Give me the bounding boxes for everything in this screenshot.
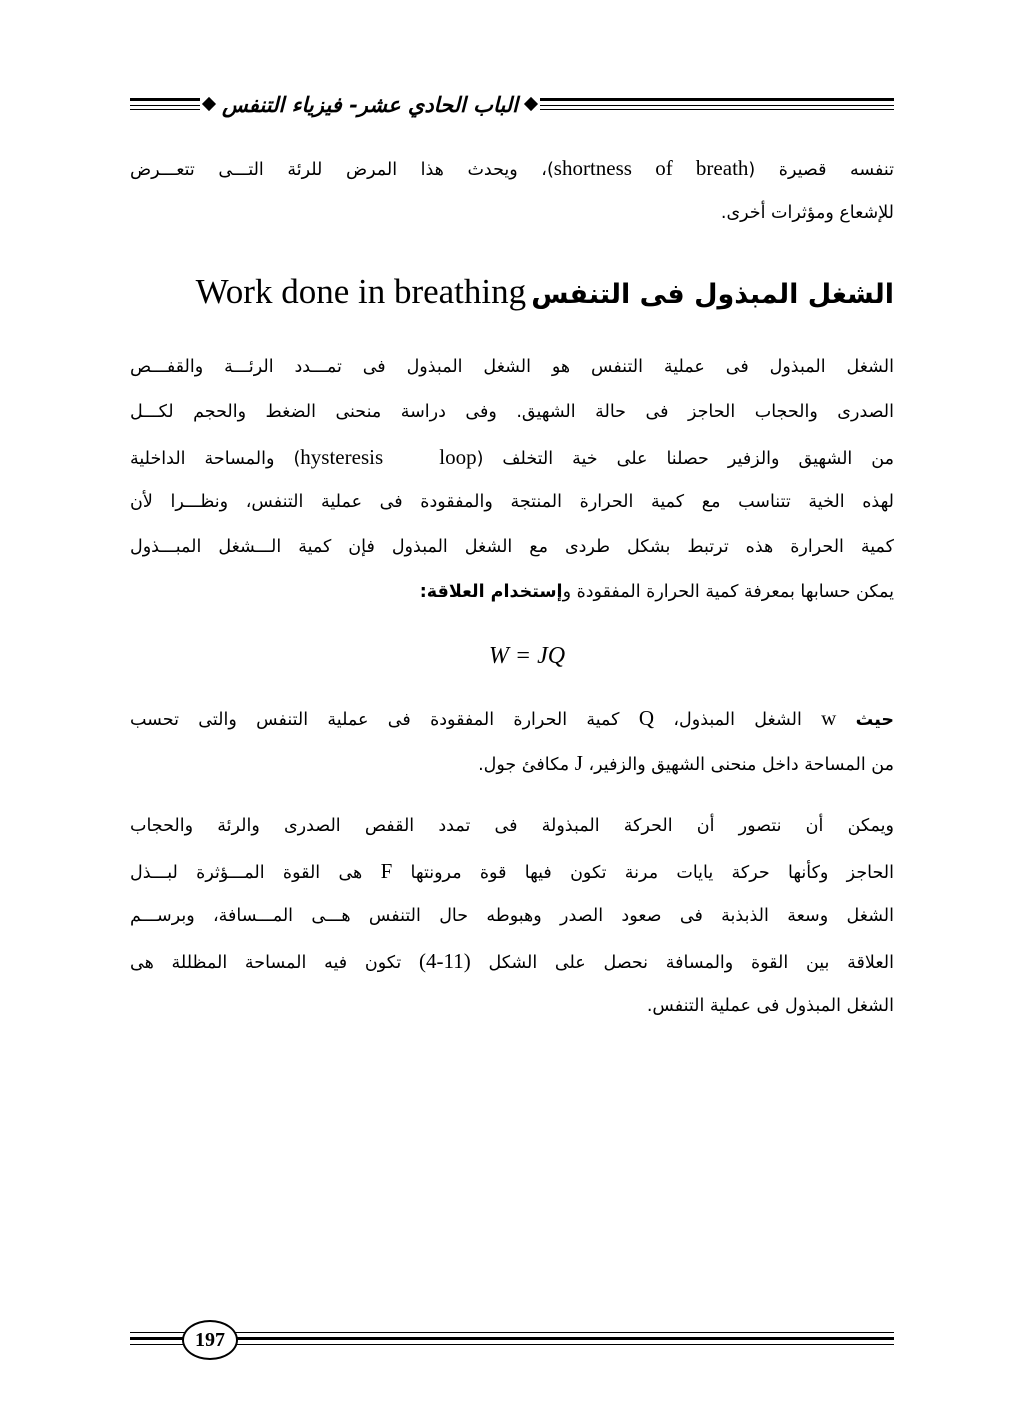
figure-reference: (4-11) [419,949,471,973]
paragraph-spring-analogy [130,804,894,1029]
page-footer [130,1320,894,1360]
text-run: هى القوة المـــؤثرة لبـــذل [130,863,363,883]
latin-term: hysteresis loop [300,445,477,469]
symbol-f: F [380,859,393,883]
text-line: للإشعاع ومؤثرات أخرى. [720,203,894,223]
bold-text: إستخدام العلاقة: [419,582,563,602]
footer-rule [130,1332,894,1333]
symbol-j: J [574,751,583,775]
equation: W = JQ [488,643,566,669]
text-run: يمكن حسابها بمعرفة كمية الحرارة المفقودة و [562,582,894,602]
bold-text: حيث [855,710,894,730]
text-run: تنفسه قصيرة ( [748,160,894,180]
text-line [130,570,894,615]
text-line: لهذه الخية تتناسب مع كمية الحرارة المنتجة والمفقودة فى عملية التنفس، ونظـــرا لأن [130,492,894,512]
text-run: مكافئ جول. [478,755,570,775]
section-heading-arabic: الشغل المبذول فى التنفس [531,279,894,310]
footer-rule [130,1344,894,1345]
diamond-icon [524,97,538,111]
text-line: كمية الحرارة هذه ترتبط بشكل طردى مع الشغل المبذول فإن كمية الـــشغل المبـــذول [130,537,894,557]
footer-rule [130,1337,894,1340]
latin-term: shortness of breath [553,156,749,180]
text-run: من المساحة داخل منحنى الشهيق والزفير، [588,755,894,775]
chapter-title: الباب الحادي عشر- فيزياء التنفس [222,91,518,117]
text-line [130,939,894,984]
text-line [130,741,894,786]
page-number: 197 [182,1320,238,1360]
section-heading [130,262,894,328]
paragraph-intro [130,146,894,236]
text-run: الحاجز وكأنها حركة يايات مرنة تكون فيها قوة مرونتها [410,863,894,883]
text-line [130,435,894,480]
header-title-box [200,86,540,122]
text-line [130,146,894,191]
text-line [130,849,894,894]
text-line: الصدرى والحجاب الحاجز فى حالة الشهيق. وفى دراسة منحنى الضغط والحجم لكـــل [130,402,894,422]
text-line [130,696,894,741]
text-run: العلاقة بين القوة والمسافة نحصل على الشكل [488,953,894,973]
text-line: الشغل وسعة الذبذبة فى صعود الصدر وهبوطه حال التنفس هـــى المـــسافة، وبرســـم [130,906,894,926]
text-line: الشغل المبذول فى عملية التنفس هو الشغل المبذول فى تمـــدد الرئـــة والقفـــص [130,357,894,377]
section-heading-english: Work done in breathing [195,272,527,311]
text-line: ويمكن أن نتصور أن الحركة المبذولة فى تمدد القفص الصدرى والرئة والحجاب [130,816,894,836]
text-run: تكون فيه المساحة المظللة هى [130,953,402,973]
running-header [130,86,894,126]
text-run: ) والمساحة الداخلية [130,449,301,469]
text-run: كمية الحرارة المفقودة فى عملية التنفس والتى تحسب [130,710,620,730]
diamond-icon [202,97,216,111]
paragraph-work-definition [130,345,894,615]
text-run: )، ويحدث هذا المرض للرئة التـــى تتعـــرض [130,160,554,180]
text-line: الشغل المبذول فى عملية التنفس. [646,996,894,1016]
paragraph-variables [130,696,894,786]
text-run: الشغل المبذول، [673,710,802,730]
symbol-q: Q [638,706,655,730]
symbol-w: w [821,706,837,730]
text-run: من الشهيق والزفير حصلنا على خية التخلف ( [476,449,894,469]
